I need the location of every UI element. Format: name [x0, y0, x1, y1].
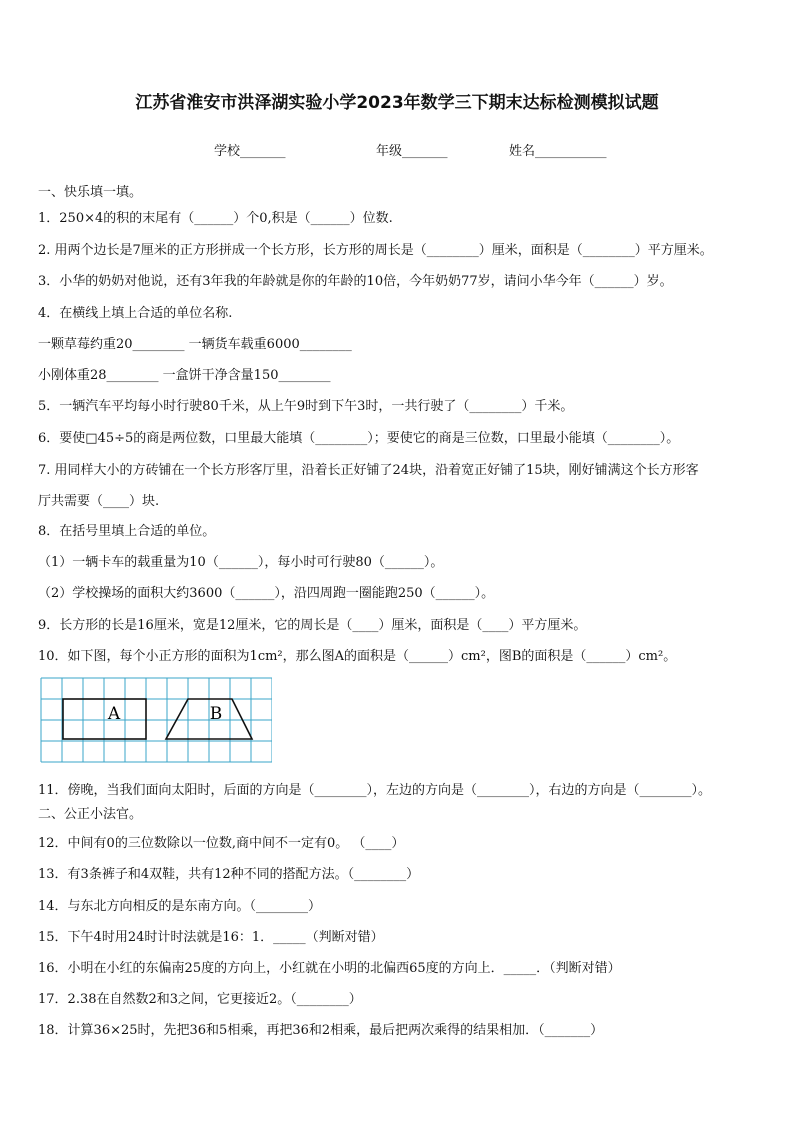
shape-a-label: A	[107, 704, 121, 724]
question-8-part-2: （2）学校操场的面积大约3600（______），沿四周跑一圈能跑250（______）。	[38, 586, 495, 601]
question-7-cont: 厅共需要（____）块.	[38, 494, 160, 509]
question-10: 10．如下图，每个小正方形的面积为1cm²，那么图A的面积是（______）cm²，图B的面积是（______）cm²。	[38, 649, 677, 664]
question-4-line-1: 一颗草莓约重20________ 一辆货车载重6000________	[38, 337, 352, 352]
question-13: 13．有3条裤子和4双鞋，共有12种不同的搭配方法。（________）	[38, 867, 420, 882]
grade-field: 年级_______	[376, 144, 448, 159]
question-3: 3．小华的奶奶对他说，还有3年我的年龄就是你的年龄的10倍，今年奶奶77岁，请问小华今年（______）岁。	[38, 274, 673, 289]
question-18: 18．计算36×25时，先把36和5相乘，再把36和2相乘，最后把两次乘得的结果相加．（_______）	[38, 1023, 604, 1038]
question-9: 9．长方形的长是16厘米，宽是12厘米，它的周长是（____）厘米，面积是（____）平方厘米。	[38, 618, 587, 633]
question-2: 2. 用两个边长是7厘米的正方形拼成一个长方形，长方形的周长是（________）厘米，面积是（________）平方厘米。	[38, 243, 713, 258]
shape-b-label: B	[209, 704, 223, 724]
question-4: 4．在横线上填上合适的单位名称.	[38, 306, 233, 321]
question-6: 6．要使□45÷5的商是两位数，口里最大能填（________）；要使它的商是三位数，口里最小能填（________）。	[38, 431, 680, 446]
question-14: 14．与东北方向相反的是东南方向。（________）	[38, 899, 322, 914]
area-grid-figure	[40, 677, 272, 763]
question-11: 11．傍晚，当我们面向太阳时，后面的方向是（________），左边的方向是（________），右边的方向是（________）。	[38, 783, 712, 798]
question-8: 8．在括号里填上合适的单位。	[38, 524, 216, 539]
question-17: 17．2.38在自然数2和3之间，它更接近2。（________）	[38, 992, 362, 1007]
school-field: 学校_______	[214, 144, 286, 159]
question-15: 15．下午4时用24时计时法就是16：1．_____（判断对错）	[38, 930, 384, 945]
question-4-line-2: 小刚体重28________ 一盒饼干净含量150________	[38, 368, 331, 383]
question-16: 16．小明在小红的东偏南25度的方向上，小红就在小明的北偏西65度的方向上．_____．（判断对错）	[38, 961, 621, 976]
question-5: 5．一辆汽车平均每小时行驶80千米，从上午9时到下午3时，一共行驶了（________）千米。	[38, 399, 574, 414]
question-7: 7. 用同样大小的方砖铺在一个长方形客厅里，沿着长正好铺了24块，沿着宽正好铺了15块，刚好铺满这个长方形客	[38, 463, 699, 478]
question-1: 1．250×4的积的末尾有（______）个0,积是（______）位数.	[38, 211, 393, 226]
page-title: 江苏省淮安市洪泽湖实验小学2023年数学三下期末达标检测模拟试题	[135, 93, 659, 113]
grid-lines	[41, 678, 272, 762]
question-8-part-1: （1）一辆卡车的载重量为10（______），每小时可行驶80（______）。	[38, 555, 444, 570]
section-heading-fill: 一、快乐填一填。	[38, 185, 143, 200]
question-12: 12．中间有0的三位数除以一位数,商中间不一定有0。 （____）	[38, 836, 405, 851]
section-heading-judge: 二、公正小法官。	[38, 807, 143, 822]
name-field: 姓名___________	[509, 144, 607, 159]
